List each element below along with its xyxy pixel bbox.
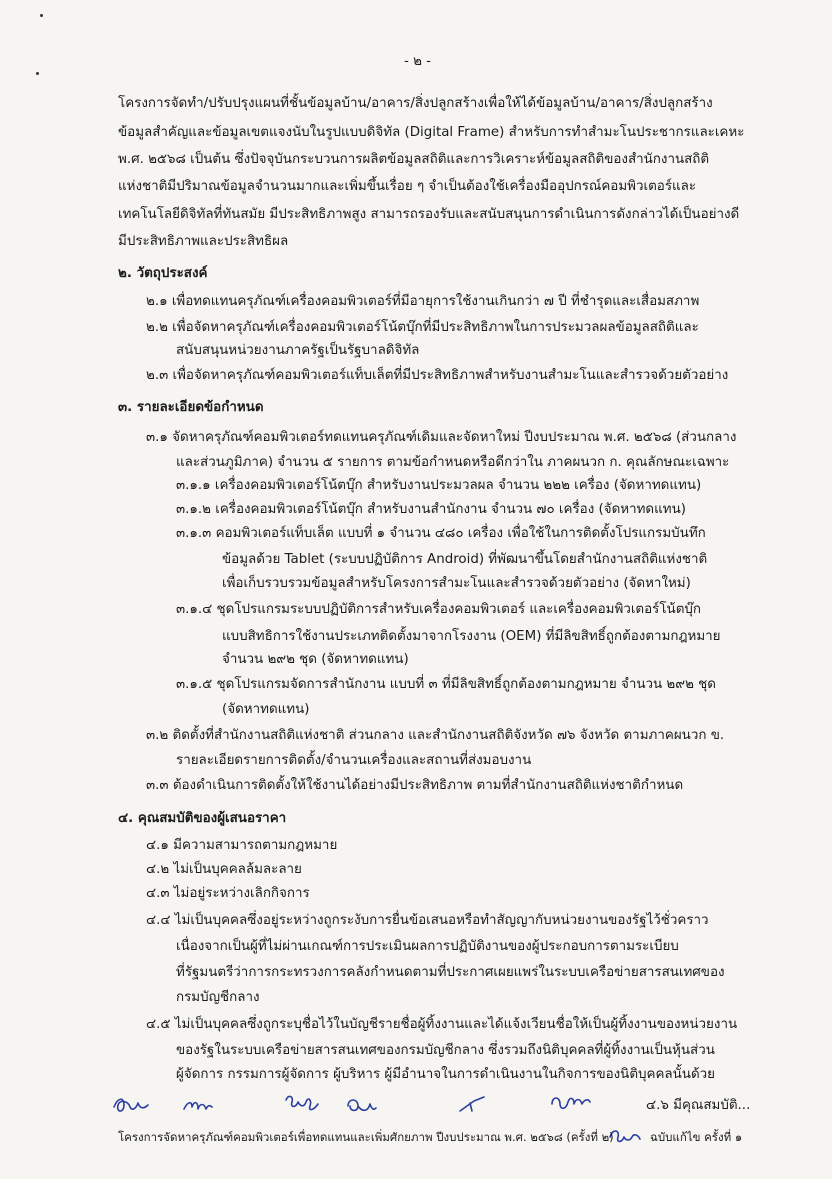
list-item-continuation: จำนวน ๒๙๒ ชุด (จัดหาทดแทน) xyxy=(222,652,409,667)
signature-1 xyxy=(110,1093,154,1117)
list-item-continuation: และส่วนภูมิภาค) จำนวน ๕ รายการ ตามข้อกำหนดหรือดีกว่าใน ภาคผนวก ก. คุณลักษณะเฉพาะ xyxy=(176,455,730,470)
list-item-continuation: รายละเอียดรายการติดตั้ง/จำนวนเครื่องและสถานที่ส่งมอบงาน xyxy=(176,753,532,768)
section-heading: ๒. วัตถุประสงค์ xyxy=(118,266,208,281)
footer-project: โครงการจัดหาครุภัณฑ์คอมพิวเตอร์เพื่อทดแทนและเพิ่มศักยภาพ ปีงบประมาณ พ.ศ. ๒๕๖๘ (ครั้งที่ ๒) xyxy=(118,1130,614,1144)
section-heading: ๓. รายละเอียดข้อกำหนด xyxy=(118,400,264,415)
paragraph-line: มีประสิทธิภาพและประสิทธิผล xyxy=(118,234,289,249)
paragraph-line: เทคโนโลยีดิจิทัลที่ทันสมัย มีประสิทธิภาพสูง สามารถรองรับและสนับสนุนการดำเนินการดังกล่าวได้เป็นอย่างดี xyxy=(118,207,740,222)
scan-speck xyxy=(40,14,43,17)
list-item: ๔.๕ ไม่เป็นบุคคลซึ่งถูกระบุชื่อไว้ในบัญชีรายชื่อผู้ทิ้งงานและได้แจ้งเวียนชื่อให้เป็นผู้ทิ้งงานของหน่วยงาน xyxy=(146,1017,738,1032)
list-item: ๔.๑ มีความสามารถตามกฎหมาย xyxy=(146,838,338,853)
list-item-continuation: สนับสนุนหน่วยงานภาครัฐเป็นรัฐบาลดิจิทัล xyxy=(176,343,420,358)
list-item: ๒.๓ เพื่อจัดหาครุภัณฑ์คอมพิวเตอร์แท็บเล็ตที่มีประสิทธิภาพสำหรับงานสำมะโนและสำรวจด้วยตัวอย่าง xyxy=(146,368,729,383)
page-number: - ๒ - xyxy=(404,54,432,69)
list-item-continuation: ข้อมูลด้วย Tablet (ระบบปฏิบัติการ Android) ที่พัฒนาขึ้นโดยสำนักงานสถิติแห่งชาติ xyxy=(222,552,708,567)
scan-speck xyxy=(36,72,39,75)
signature-6 xyxy=(548,1090,594,1116)
list-item-continuation: ที่รัฐมนตรีว่าการกระทรวงการคลังกำหนดตามที่ประกาศเผยแพร่ในระบบเครือข่ายสารสนเทศของ xyxy=(176,965,725,980)
continued-note: ๔.๖ มีคุณสมบัติ... xyxy=(646,1098,751,1113)
list-item-continuation: กรมบัญชีกลาง xyxy=(176,990,260,1005)
paragraph-line: ข้อมูลสำคัญและข้อมูลเขตแจงนับในรูปแบบดิจิทัล (Digital Frame) สำหรับการทำสำมะโนประชากรและเคหะ xyxy=(118,125,745,140)
list-item: ๒.๒ เพื่อจัดหาครุภัณฑ์เครื่องคอมพิวเตอร์โน้ตบุ๊กที่มีประสิทธิภาพในการประมวลผลข้อมูลสถิติและ xyxy=(146,320,699,335)
footer-revision: ฉบับแก้ไข ครั้งที่ ๑ xyxy=(650,1130,743,1144)
signature-4 xyxy=(342,1094,380,1118)
list-item-continuation: (จัดหาทดแทน) xyxy=(222,702,310,717)
list-item: ๓.๒ ติดตั้งที่สำนักงานสถิติแห่งชาติ ส่วนกลาง และสำนักงานสถิติจังหวัด ๗๖ จังหวัด ตามภาคผนวก ข. xyxy=(146,728,725,743)
list-item: ๔.๒ ไม่เป็นบุคคลล้มละลาย xyxy=(146,862,302,877)
signature-2 xyxy=(180,1093,216,1117)
signature-3 xyxy=(282,1090,322,1118)
list-item: ๓.๑.๓ คอมพิวเตอร์แท็บเล็ต แบบที่ ๑ จำนวน ๔๘๐ เครื่อง เพื่อใช้ในการติดตั้งโปรแกรมบันทึก xyxy=(176,526,706,541)
list-item: ๓.๑ จัดหาครุภัณฑ์คอมพิวเตอร์ทดแทนครุภัณฑ์เดิมและจัดหาใหม่ ปีงบประมาณ พ.ศ. ๒๕๖๘ (ส่วนกลาง xyxy=(146,430,737,445)
signature-5 xyxy=(456,1093,488,1115)
section-heading: ๔. คุณสมบัติของผู้เสนอราคา xyxy=(118,811,287,826)
list-item-continuation: เนื่องจากเป็นผู้ที่ไม่ผ่านเกณฑ์การประเมินผลการปฏิบัติงานของผู้ประกอบการตามระเบียบ xyxy=(176,939,679,954)
list-item: ๔.๔ ไม่เป็นบุคคลซึ่งอยู่ระหว่างถูกระงับการยื่นข้อเสนอหรือทำสัญญากับหน่วยงานของรัฐไว้ชั่วคราว xyxy=(146,913,709,928)
list-item-continuation: ของรัฐในระบบเครือข่ายสารสนเทศของกรมบัญชีกลาง ซึ่งรวมถึงนิติบุคคลที่ผู้ทิ้งงานเป็นหุ้นส่วน xyxy=(176,1043,715,1058)
paragraph-line: โครงการจัดทำ/ปรับปรุงแผนที่ชั้นข้อมูลบ้าน/อาคาร/สิ่งปลูกสร้างเพื่อให้ได้ข้อมูลบ้าน/อาคาร/สิ่งปลูกสร้าง xyxy=(118,96,713,111)
list-item: ๓.๑.๕ ชุดโปรแกรมจัดการสำนักงาน แบบที่ ๓ ที่มีลิขสิทธิ์ถูกต้องตามกฎหมาย จำนวน ๒๙๒ ชุด xyxy=(176,677,716,692)
list-item-continuation: ผู้จัดการ กรรมการผู้จัดการ ผู้บริหาร ผู้มีอำนาจในการดำเนินงานในกิจการของนิติบุคคลนั้นด้วย xyxy=(176,1067,716,1082)
list-item-continuation: แบบสิทธิการใช้งานประเภทติดตั้งมาจากโรงงาน (OEM) ที่มีลิขสิทธิ์ถูกต้องตามกฎหมาย xyxy=(222,629,721,644)
list-item: ๓.๑.๒ เครื่องคอมพิวเตอร์โน้ตบุ๊ก สำหรับงานสำนักงาน จำนวน ๗๐ เครื่อง (จัดหาทดแทน) xyxy=(176,502,686,517)
list-item: ๓.๑.๔ ชุดโปรแกรมระบบปฏิบัติการสำหรับเครื่องคอมพิวเตอร์ และเครื่องคอมพิวเตอร์โน้ตบุ๊ก xyxy=(176,602,701,617)
list-item: ๓.๓ ต้องดำเนินการติดตั้งให้ใช้งานได้อย่างมีประสิทธิภาพ ตามที่สำนักงานสถิติแห่งชาติกำหนด xyxy=(146,778,684,793)
paragraph-line: พ.ศ. ๒๕๖๘ เป็นต้น ซึ่งปัจจุบันกระบวนการผลิตข้อมูลสถิติและการวิเคราะห์ข้อมูลสถิติของสำนักงานสถิติ xyxy=(118,152,710,167)
list-item: ๓.๑.๑ เครื่องคอมพิวเตอร์โน้ตบุ๊ก สำหรับงานประมวลผล จำนวน ๒๒๒ เครื่อง (จัดหาทดแทน) xyxy=(176,478,702,493)
list-item: ๒.๑ เพื่อทดแทนครุภัณฑ์เครื่องคอมพิวเตอร์ที่มีอายุการใช้งานเกินกว่า ๗ ปี ที่ชำรุดและเสื่อมสภาพ xyxy=(146,294,700,309)
list-item-continuation: เพื่อเก็บรวบรวมข้อมูลสำหรับโครงการสำมะโนและสำรวจด้วยตัวอย่าง (จัดหาใหม่) xyxy=(222,576,691,591)
paragraph-line: แห่งชาติมีปริมาณข้อมูลจำนวนมากและเพิ่มขึ้นเรื่อย ๆ จำเป็นต้องใช้เครื่องมืออุปกรณ์คอมพิวเตอร์และ xyxy=(118,179,697,194)
list-item: ๔.๓ ไม่อยู่ระหว่างเลิกกิจการ xyxy=(146,886,310,901)
